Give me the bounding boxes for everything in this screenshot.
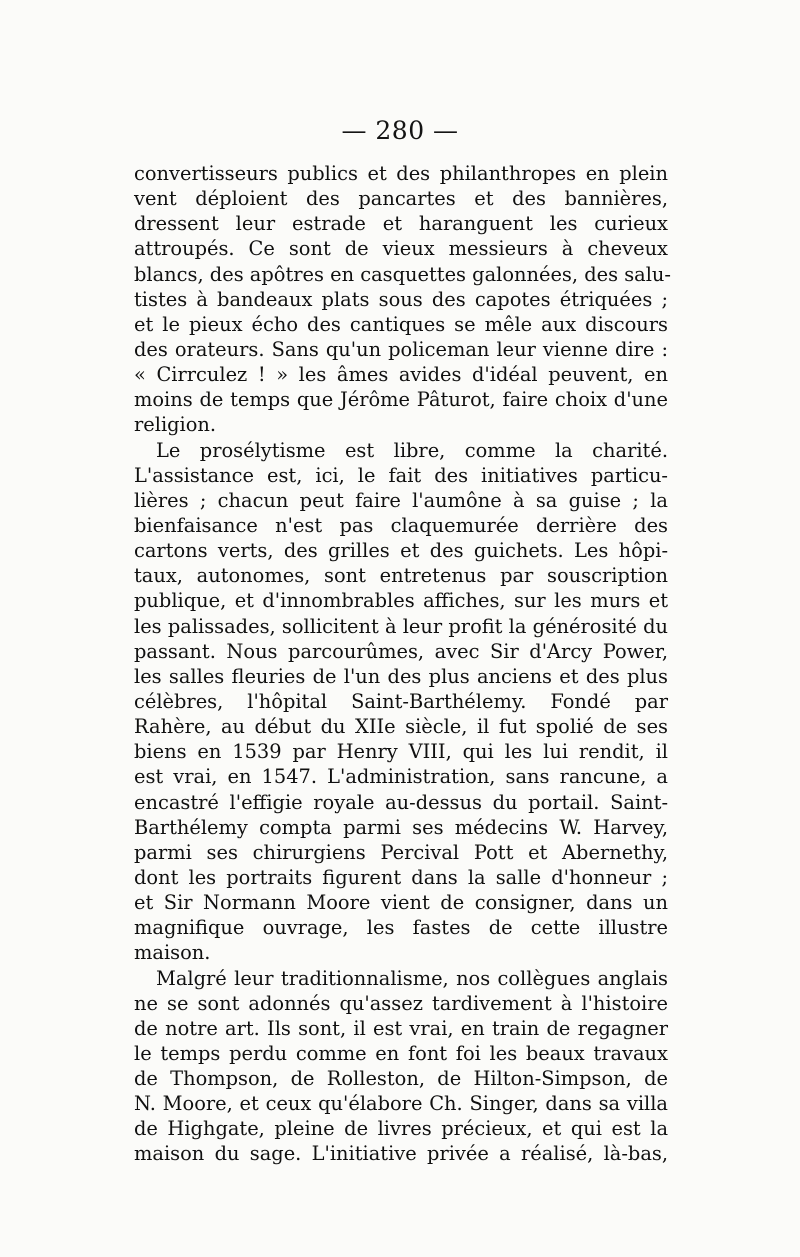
text-line: le temps perdu comme en font foi les beaux travaux: [134, 1041, 668, 1065]
text-line: de Thompson, de Rolleston, de Hilton-Simpson, de: [134, 1067, 668, 1091]
body-text: [134, 161, 671, 1167]
text-line: des orateurs. Sans qu'un policeman leur vienne dire :: [134, 337, 668, 361]
text-line: célèbres, l'hôpital Saint-Barthélemy. Fondé par: [134, 689, 668, 713]
text-line: blancs, des apôtres en casquettes galonnées, des salu-: [134, 262, 671, 286]
text-line: attroupés. Ce sont de vieux messieurs à cheveux: [134, 237, 668, 261]
text-line: « Cirrculez ! » les âmes avides d'idéal peuvent, en: [134, 363, 668, 387]
text-line: Barthélemy compta parmi ses médecins W. Harvey,: [134, 815, 668, 839]
text-line: est vrai, en 1547. L'administration, sans rancune, a: [134, 765, 668, 789]
text-line: les palissades, sollicitent à leur profit la générosité du: [134, 614, 668, 638]
text-line: cartons verts, des grilles et des guichets. Les hôpi-: [134, 539, 668, 563]
text-line: Rahère, au début du XIIe siècle, il fut spolié de ses: [134, 715, 668, 739]
text-line: et le pieux écho des cantiques se mêle aux discours: [134, 312, 668, 336]
text-line: tistes à bandeaux plats sous des capotes étriquées ;: [134, 287, 668, 311]
text-line: publique, et d'innombrables affiches, sur les murs et: [134, 589, 668, 613]
text-line: passant. Nous parcourûmes, avec Sir d'Arcy Power,: [134, 639, 668, 663]
text-line: taux, autonomes, sont entretenus par souscription: [134, 564, 668, 588]
text-line: encastré l'effigie royale au-dessus du portail. Saint-: [134, 790, 668, 814]
text-line: ne se sont adonnés qu'assez tardivement à l'histoire: [134, 991, 668, 1015]
text-line: religion.: [134, 413, 217, 437]
text-line: bienfaisance n'est pas claquemurée derrière des: [134, 513, 668, 537]
text-line: lières ; chacun peut faire l'aumône à sa guise ; la: [134, 488, 668, 512]
page-number: — 280 —: [341, 116, 459, 145]
text-line: moins de temps que Jérôme Pâturot, faire choix d'une: [134, 388, 668, 412]
text-line: N. Moore, et ceux qu'élabore Ch. Singer, dans sa villa: [134, 1092, 668, 1116]
text-line: magnifique ouvrage, les fastes de cette illustre: [134, 916, 668, 940]
text-line: maison du sage. L'initiative privée a réalisé, là-bas,: [134, 1142, 668, 1166]
text-line: vent déploient des pancartes et des bannières,: [134, 187, 668, 211]
text-line: dont les portraits figurent dans la salle d'honneur ;: [134, 865, 668, 889]
text-line: L'assistance est, ici, le fait des initiatives particu-: [134, 463, 668, 487]
text-line: et Sir Normann Moore vient de consigner, dans un: [134, 891, 668, 915]
text-line: les salles fleuries de l'un des plus anciens et des plus: [134, 664, 668, 688]
text-line: biens en 1539 par Henry VIII, qui les lui rendit, il: [134, 740, 668, 764]
text-line: convertisseurs publics et des philanthropes en plein: [134, 162, 668, 185]
text-line: Le prosélytisme est libre, comme la charité.: [156, 438, 668, 462]
text-line: parmi ses chirurgiens Percival Pott et Abernethy,: [134, 840, 668, 864]
text-line: de notre art. Ils sont, il est vrai, en train de regagner: [134, 1016, 668, 1040]
text-line: Malgré leur traditionnalisme, nos collègues anglais: [156, 966, 668, 990]
text-line: dressent leur estrade et haranguent les curieux: [134, 212, 668, 236]
text-line: de Highgate, pleine de livres précieux, et qui est la: [134, 1117, 668, 1141]
text-line: maison.: [134, 941, 211, 965]
